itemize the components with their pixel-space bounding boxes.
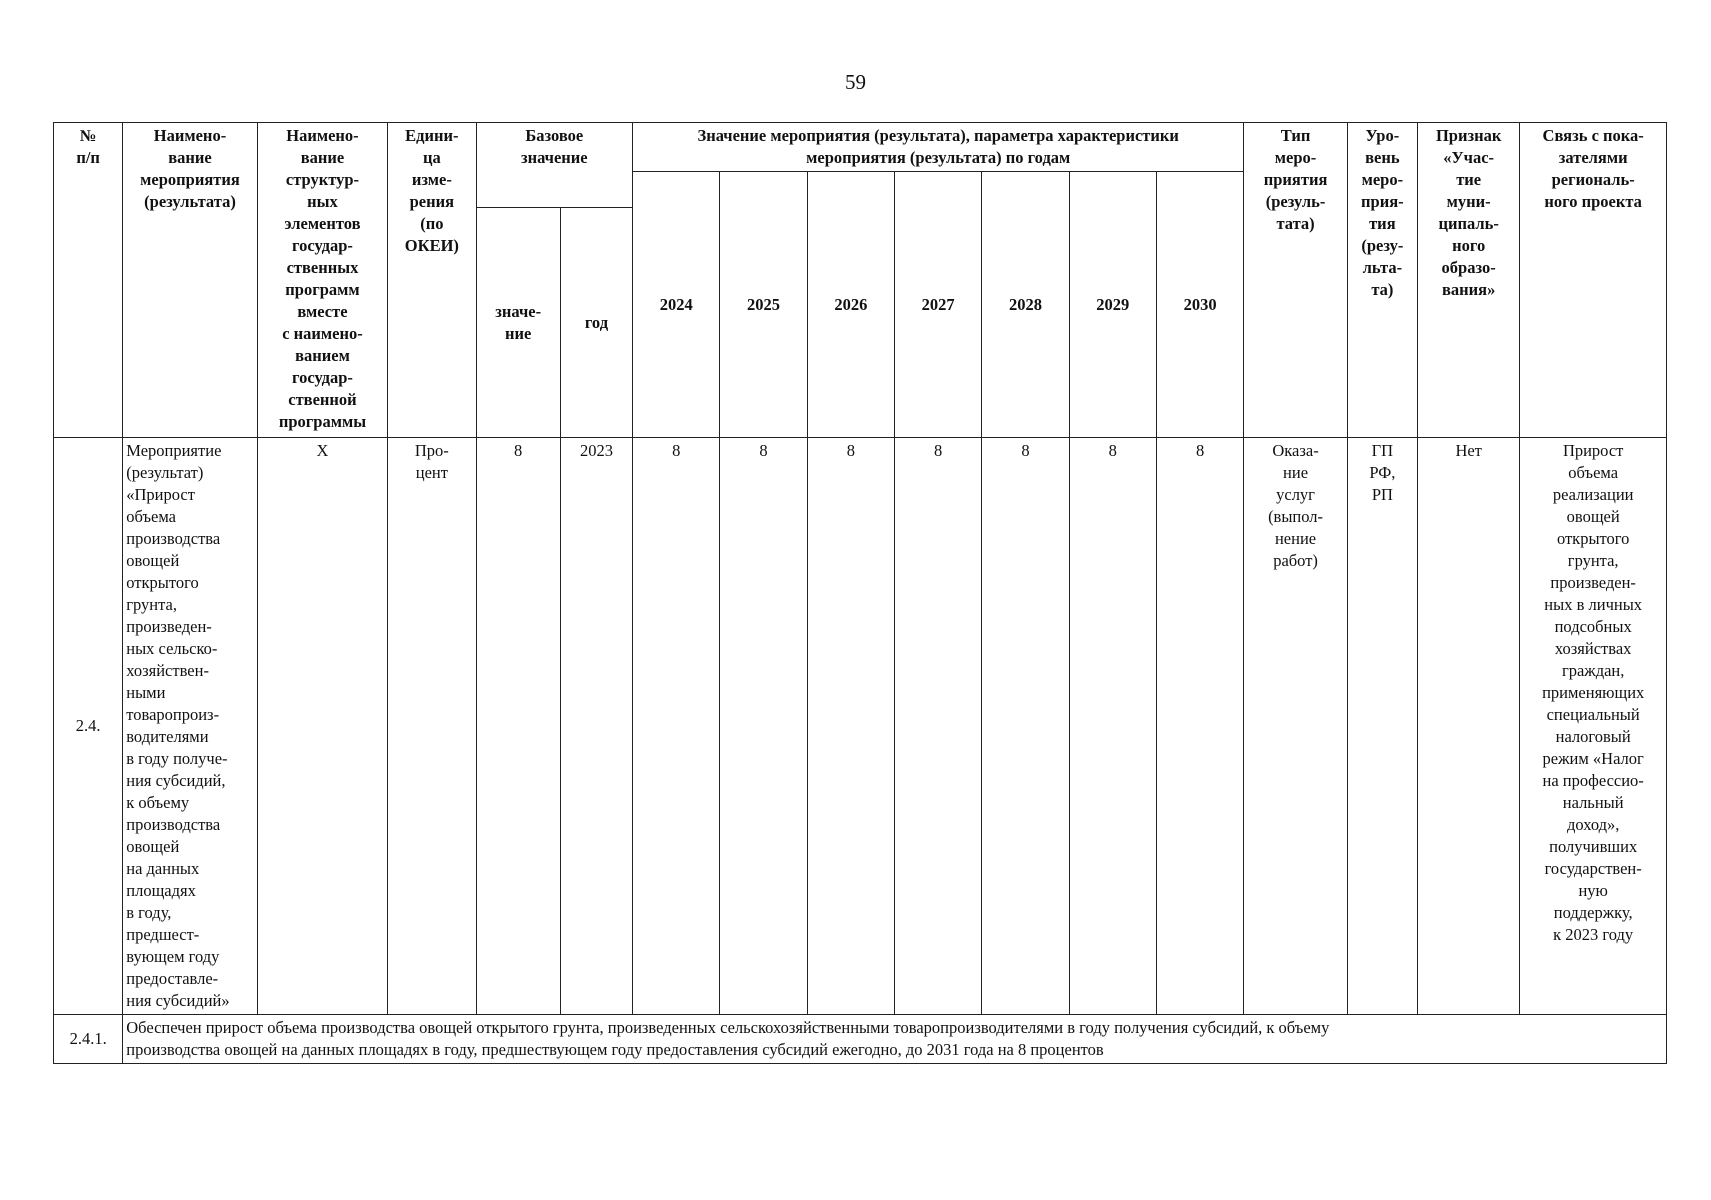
header-type: Тип меро- приятия (резуль- тата) (1244, 123, 1347, 438)
header-municipal-sign: Признак «Учас- тие муни- ципаль- ного образо- вания» (1417, 123, 1519, 438)
row-municipal-sign: Нет (1417, 438, 1519, 1015)
table-row (54, 438, 1667, 1015)
row-value-2029: 8 (1069, 438, 1156, 1015)
row-structural-elements: X (257, 438, 387, 1015)
row-type: Оказа- ние услуг (выпол- нение работ) (1244, 438, 1347, 1015)
header-year-2024: 2024 (633, 172, 720, 438)
subrow-number: 2.4.1. (54, 1015, 123, 1064)
header-year-2027: 2027 (895, 172, 982, 438)
header-year-2030: 2030 (1156, 172, 1243, 438)
header-name: Наимено- вание мероприятия (результата) (123, 123, 257, 438)
header-year-2028: 2028 (982, 172, 1069, 438)
header-level: Уро- вень меро- прия- тия (резу- льта- та) (1347, 123, 1417, 438)
header-year-2026: 2026 (807, 172, 894, 438)
table-subrow (54, 1015, 1667, 1064)
header-structural-elements: Наимено- вание структур- ных элементов государ- ственных программ вместе с наимено- ванием государ- ственной программы (257, 123, 387, 438)
row-name: Мероприятие (результат) «Прирост объема производства овощей открытого грунта, произведен- ных сельско- хозяйствен- ными товаропроиз- водителями в году получе- ния субсидий, к объему производства овощей на данных площадях в году, предшест- вующем году предоставле- ния субсидий» (123, 438, 257, 1015)
row-number: 2.4. (54, 438, 123, 1015)
row-link: Прирост объема реализации овощей открытого грунта, произведен- ных в личных подсобных хозяйствах граждан, применяющих специальный налоговый режим «Налог на профессио- нальный доход», получивших государствен- ную поддержку, к 2023 году (1520, 438, 1667, 1015)
indicators-table (53, 122, 1667, 1064)
header-year-2029: 2029 (1069, 172, 1156, 438)
row-unit: Про- цент (388, 438, 476, 1015)
row-base-value: 8 (476, 438, 560, 1015)
row-level: ГП РФ, РП (1347, 438, 1417, 1015)
row-value-2028: 8 (982, 438, 1069, 1015)
row-value-2025: 8 (720, 438, 807, 1015)
header-base-value: Базовое значение (476, 123, 633, 208)
subrow-text: Обеспечен прирост объема производства овощей открытого грунта, произведенных сельскохозяйственными товаропроизводителями в году получения субсидий, к объему производства овощей на данных площадях в году, предшествующем году предоставления субсидий ежегодно, до 2031 года на 8 процентов (123, 1015, 1667, 1064)
row-value-2024: 8 (633, 438, 720, 1015)
header-unit: Едини- ца изме- рения (по ОКЕИ) (388, 123, 476, 438)
row-base-year: 2023 (560, 438, 632, 1015)
row-value-2027: 8 (895, 438, 982, 1015)
header-values-by-year: Значение мероприятия (результата), параметра характеристики мероприятия (результата) по годам (633, 123, 1244, 172)
header-link: Связь с пока- зателями региональ- ного проекта (1520, 123, 1667, 438)
header-year-2025: 2025 (720, 172, 807, 438)
row-value-2026: 8 (807, 438, 894, 1015)
header-base-value-value: значе- ние (476, 208, 560, 438)
page-number: 59 (845, 70, 866, 94)
header-number: № п/п (54, 123, 123, 438)
row-value-2030: 8 (1156, 438, 1243, 1015)
header-base-value-year: год (560, 208, 632, 438)
